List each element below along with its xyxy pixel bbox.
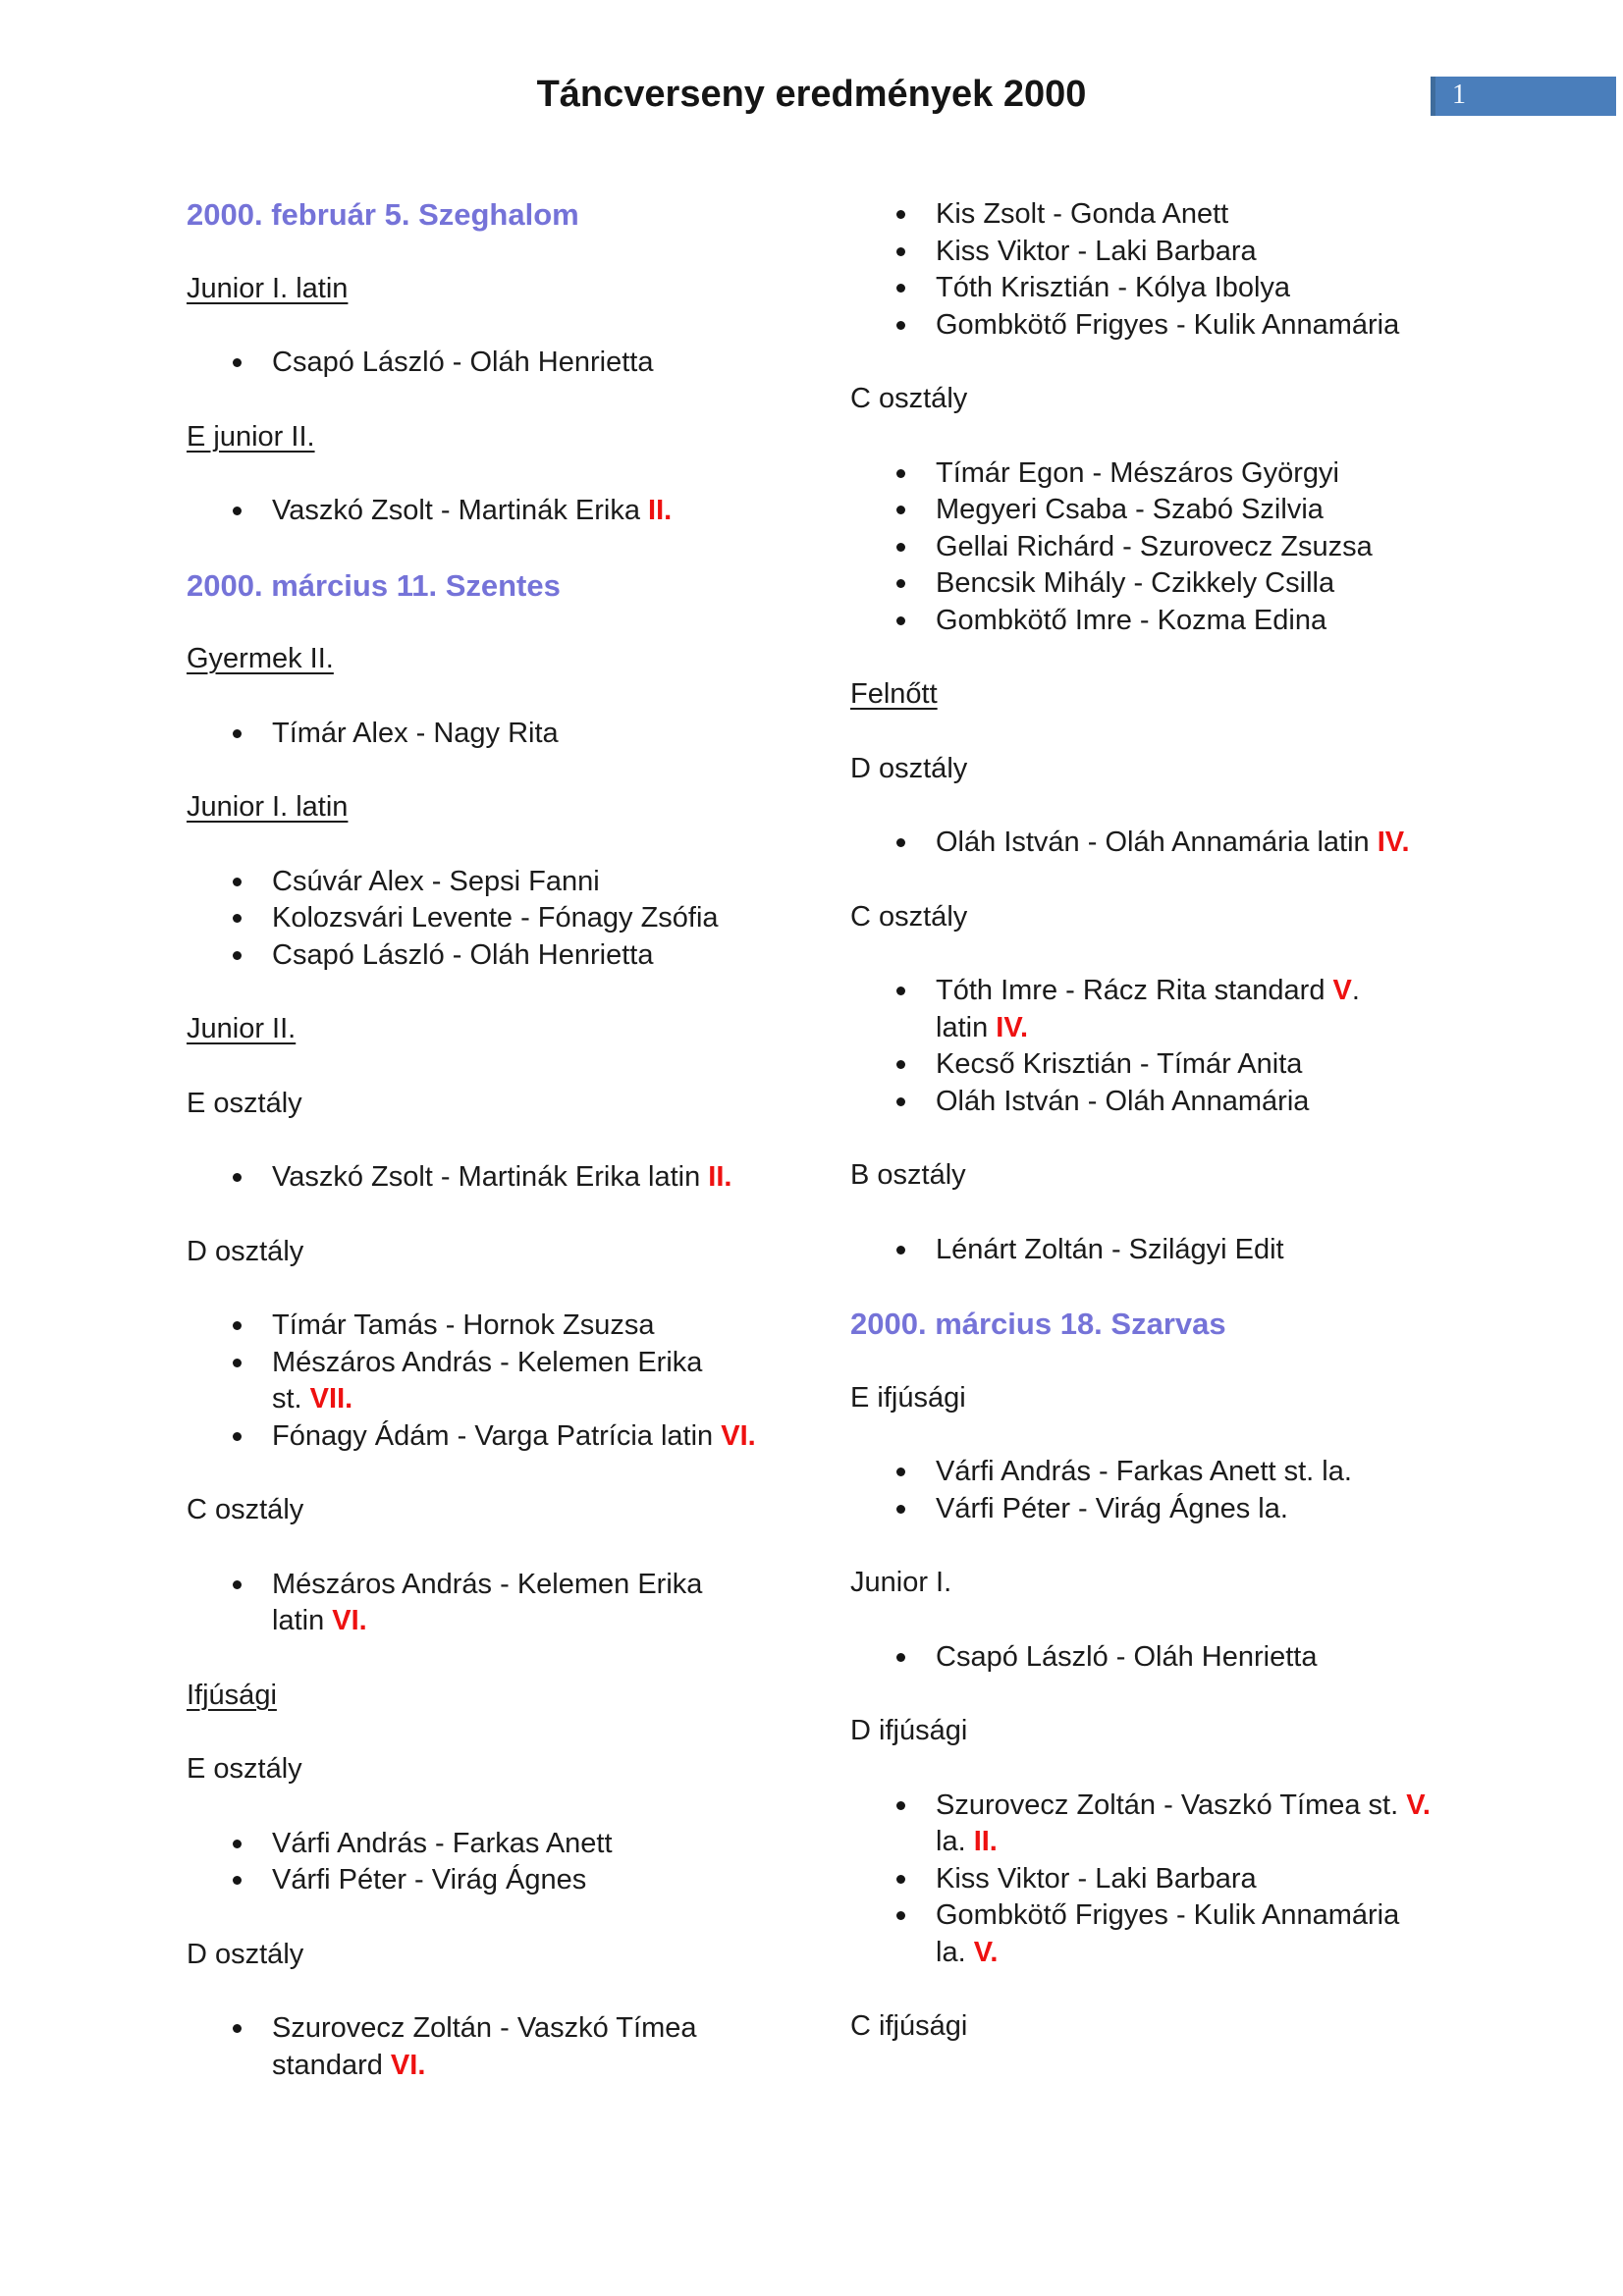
- result-list: [187, 1159, 815, 1197]
- couple-list-item: [850, 455, 1479, 493]
- placement-value: V.: [1406, 1789, 1431, 1821]
- category-heading: D osztály: [850, 752, 968, 784]
- result-list: [187, 1308, 815, 1455]
- result-list: [850, 1454, 1479, 1527]
- couple-list-item: [850, 492, 1479, 529]
- event-date-heading: 2000. február 5. Szeghalom: [187, 197, 579, 232]
- result-list: [187, 1567, 815, 1640]
- couple-names: Vaszkó Zsolt - Martinák Erika latin: [272, 1161, 709, 1193]
- couple-names: Mészáros András - Kelemen Erika: [272, 1346, 703, 1378]
- placement-value: II.: [648, 495, 673, 526]
- couple-names: Gombkötő Imre - Kozma Edina: [936, 604, 1327, 636]
- category-heading: Felnőtt: [850, 678, 938, 710]
- couple-names: latin: [272, 1605, 333, 1636]
- event-date-heading: 2000. március 18. Szarvas: [850, 1307, 1226, 1341]
- couple-names: Gellai Richárd - Szurovecz Zsuzsa: [936, 530, 1373, 562]
- couple-names: Csapó László - Oláh Henrietta: [272, 347, 654, 378]
- page-title: Táncverseny eredmények 2000: [536, 74, 1087, 115]
- couple-list-item: [850, 825, 1479, 862]
- category-heading: Junior I.: [850, 1567, 952, 1598]
- couple-names: Várfi Péter - Virág Ágnes: [272, 1864, 587, 1896]
- couple-names: Várfi András - Farkas Anett st. la.: [936, 1456, 1352, 1487]
- couple-names: Megyeri Csaba - Szabó Szilvia: [936, 494, 1324, 525]
- page-number-badge: [1431, 77, 1616, 116]
- result-list: [187, 2010, 815, 2084]
- couple-names: Vaszkó Zsolt - Martinák Erika: [272, 495, 649, 526]
- couple-list-item: [850, 1084, 1479, 1121]
- couple-names: Kecső Krisztián - Tímár Anita: [936, 1048, 1303, 1080]
- couple-names: Kiss Viktor - Laki Barbara: [936, 1862, 1257, 1895]
- couple-names: Várfi András - Farkas Anett: [272, 1827, 613, 1859]
- couple-names: Gombkötő Frigyes - Kulik Annamária: [936, 308, 1400, 341]
- couple-list-item: [850, 1897, 1479, 1971]
- page-number: 1: [1452, 80, 1466, 110]
- placement-value: VI.: [332, 1605, 367, 1636]
- couple-list-item: [187, 937, 815, 975]
- couple-names: Bencsik Mihály - Czikkely Csilla: [936, 567, 1335, 599]
- category-heading: D osztály: [187, 1235, 304, 1267]
- result-list: [850, 455, 1479, 640]
- couple-names: Tímár Egon - Mészáros Györgyi: [936, 456, 1339, 489]
- couple-list-item: [850, 565, 1479, 603]
- couple-list-item: [850, 1639, 1479, 1677]
- couple-names: Csapó László - Oláh Henrietta: [272, 938, 654, 971]
- result-list: [187, 864, 815, 975]
- couple-list-item: [850, 603, 1479, 640]
- couple-list-item: [187, 864, 815, 901]
- couple-names: Kolozsvári Levente - Fónagy Zsófia: [272, 902, 719, 934]
- couple-names: Lénárt Zoltán - Szilágyi Edit: [936, 1233, 1284, 1265]
- couple-names: la.: [936, 1936, 974, 1968]
- category-heading: C osztály: [850, 900, 968, 933]
- couple-list-item: [850, 1788, 1479, 1861]
- couple-names: Tímár Tamás - Hornok Zsuzsa: [272, 1309, 655, 1341]
- couple-names: Oláh István - Oláh Annamária: [936, 1085, 1310, 1117]
- couple-names: Csúvár Alex - Sepsi Fanni: [272, 865, 600, 897]
- couple-list-item: [187, 1826, 815, 1863]
- couple-list-item: [850, 234, 1479, 271]
- placement-value: II.: [973, 1826, 998, 1857]
- category-heading: Junior II.: [187, 1013, 297, 1044]
- couple-list-item: [187, 1159, 815, 1197]
- couple-list-item: [850, 1491, 1479, 1528]
- couple-names: Szurovecz Zoltán - Vaszkó Tímea st.: [936, 1789, 1407, 1821]
- couple-names: Mészáros András - Kelemen Erika: [272, 1568, 703, 1600]
- couple-names: Tóth Imre - Rácz Rita standard: [936, 975, 1333, 1006]
- result-list: [187, 493, 815, 530]
- placement-value: VII.: [309, 1383, 353, 1415]
- result-list: [850, 1232, 1479, 1269]
- couple-list-item: [850, 1232, 1479, 1269]
- couple-list-item: [187, 1345, 815, 1418]
- result-list: [850, 196, 1479, 344]
- result-list: [850, 1788, 1479, 1972]
- category-heading: Gyermek II.: [187, 643, 334, 674]
- category-heading: D osztály: [187, 1938, 304, 1970]
- left-column: [187, 196, 815, 2121]
- category-heading: C osztály: [187, 1494, 304, 1525]
- couple-list-item: [187, 345, 815, 382]
- couple-names: latin: [936, 1011, 997, 1043]
- placement-value: V.: [973, 1936, 999, 1968]
- couple-list-item: [850, 973, 1479, 1046]
- event-date-heading: 2000. március 11. Szentes: [187, 567, 561, 603]
- couple-names: Tóth Krisztián - Kólya Ibolya: [936, 272, 1291, 303]
- result-list: [187, 345, 815, 382]
- category-heading: B osztály: [850, 1159, 966, 1191]
- couple-list-item: [187, 1567, 815, 1640]
- couple-list-item: [187, 1308, 815, 1345]
- placement-value: IV.: [1377, 827, 1410, 858]
- placement-value: VI.: [390, 2049, 426, 2081]
- couple-names: Várfi Péter - Virág Ágnes la.: [936, 1492, 1288, 1524]
- result-list: [850, 1639, 1479, 1677]
- couple-names: Kiss Viktor - Laki Barbara: [936, 235, 1257, 267]
- couple-list-item: [187, 900, 815, 937]
- category-heading: C osztály: [850, 383, 968, 414]
- result-list: [187, 716, 815, 753]
- couple-names: la.: [936, 1826, 974, 1857]
- result-list: [850, 825, 1479, 862]
- category-heading: D ifjúsági: [850, 1715, 968, 1746]
- couple-names: .: [1351, 975, 1360, 1006]
- placement-value: II.: [708, 1161, 732, 1193]
- result-list: [187, 1826, 815, 1899]
- couple-list-item: [850, 1046, 1479, 1084]
- placement-value: VI.: [721, 1419, 756, 1452]
- placement-value: IV.: [996, 1011, 1029, 1043]
- category-heading: E junior II.: [187, 420, 315, 453]
- couple-names: Oláh István - Oláh Annamária latin: [936, 827, 1378, 858]
- category-heading: Junior I. latin: [187, 272, 349, 304]
- couple-list-item: [187, 2010, 815, 2084]
- couple-names: Tímár Alex - Nagy Rita: [272, 717, 559, 749]
- category-heading: E osztály: [187, 1753, 302, 1785]
- couple-names: standard: [272, 2049, 391, 2081]
- category-heading: C ifjúsági: [850, 2010, 968, 2042]
- couple-list-item: [850, 196, 1479, 234]
- couple-list-item: [187, 1862, 815, 1899]
- couple-list-item: [850, 1861, 1479, 1898]
- couple-list-item: [850, 307, 1479, 345]
- couple-names: Kis Zsolt - Gonda Anett: [936, 198, 1229, 230]
- couple-names: Csapó László - Oláh Henrietta: [936, 1640, 1318, 1673]
- couple-list-item: [187, 716, 815, 753]
- category-heading: Ifjúsági: [187, 1679, 277, 1711]
- couple-names: Szurovecz Zoltán - Vaszkó Tímea: [272, 2012, 697, 2044]
- right-column: [850, 196, 1479, 2083]
- couple-list-item: [187, 493, 815, 530]
- couple-names: st.: [272, 1383, 310, 1415]
- couple-names: Fónagy Ádám - Varga Patrícia latin: [272, 1419, 722, 1452]
- category-heading: E ifjúsági: [850, 1381, 966, 1414]
- couple-list-item: [850, 529, 1479, 566]
- category-heading: E osztály: [187, 1087, 302, 1119]
- result-list: [850, 973, 1479, 1120]
- couple-names: Gombkötő Frigyes - Kulik Annamária: [936, 1899, 1400, 1931]
- couple-list-item: [850, 1454, 1479, 1491]
- category-heading: Junior I. latin: [187, 791, 349, 823]
- couple-list-item: [187, 1418, 815, 1456]
- placement-value: V: [1332, 975, 1352, 1006]
- couple-list-item: [850, 270, 1479, 307]
